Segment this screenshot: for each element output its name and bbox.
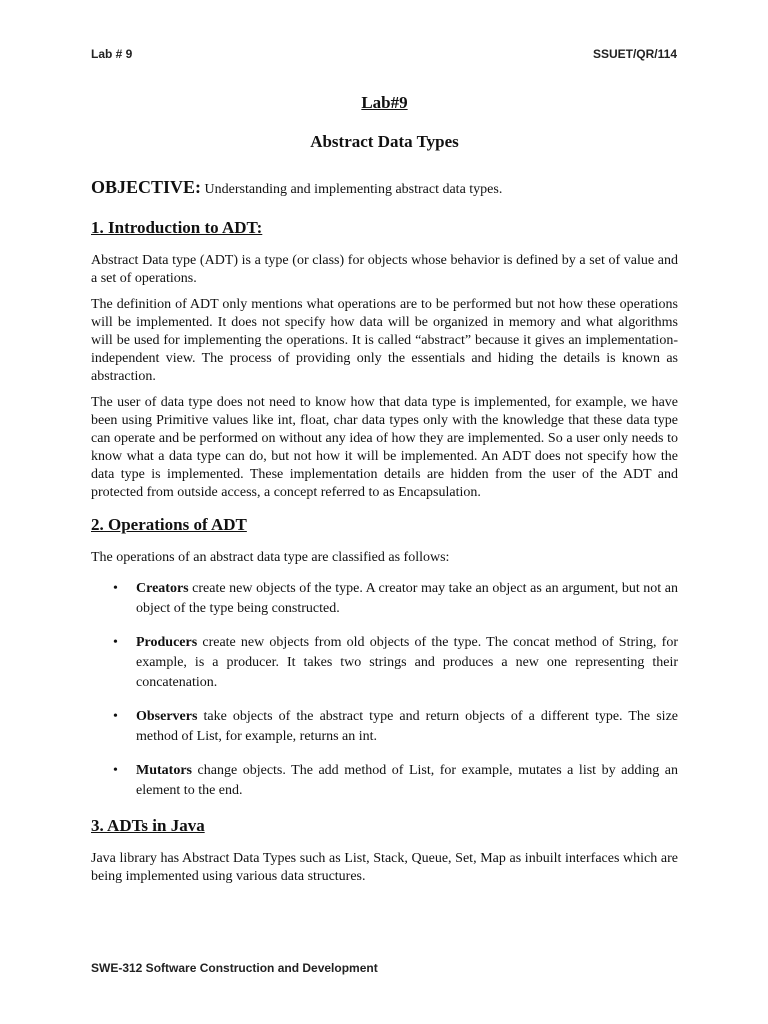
lab-title: Lab#9 <box>361 93 408 112</box>
page-title: Abstract Data Types <box>310 132 459 151</box>
list-item-text: create new objects of the type. A creator may take an object as an argument, but not an object of the type being constructed. <box>136 581 678 616</box>
list-item-observers <box>91 707 678 747</box>
objective-text: Understanding and implementing abstract data types. <box>201 182 503 197</box>
list-item-term: Creators <box>136 581 189 596</box>
list-item-term: Observers <box>136 709 198 724</box>
bullet-icon: • <box>113 635 118 650</box>
objective <box>91 177 678 200</box>
operations-intro: The operations of an abstract data type are classified as follows: <box>91 550 450 565</box>
list-item-term: Mutators <box>136 763 192 778</box>
list-item-creators <box>91 579 678 619</box>
footer-course: SWE-312 Software Construction and Development <box>91 961 378 975</box>
header-lab-number: Lab # 9 <box>91 47 133 61</box>
list-item-text: change objects. The add method of List, for example, mutates a list by adding an element to the end. <box>136 763 678 798</box>
intro-paragraph-3: The user of data type does not need to know how that data type is implemented, for example, we have been using Primitive values like int, float, char data types only with the knowledge that these data type can operate and be performed on without any idea of how they are implemented. So a user only needs to know what a data type can do, but not how it will be implemented. An ADT does not specify how the data type is implemented. These implementation details are hidden from the user of the ADT and protected from outside access, a concept referred to as Encapsulation. <box>91 395 678 500</box>
operations-list <box>91 579 678 801</box>
java-paragraph-1: Java library has Abstract Data Types such as List, Stack, Queue, Set, Map as inbuilt interfaces which are being implemented using various data structures. <box>91 851 678 884</box>
list-item-text: create new objects from old objects of the type. The concat method of String, for example, is a producer. It takes two strings and produces a new one representing their concatenation. <box>136 635 678 690</box>
section-heading-intro: 1. Introduction to ADT: <box>91 218 263 237</box>
bullet-icon: • <box>113 581 118 596</box>
list-item-term: Producers <box>136 635 198 650</box>
bullet-icon: • <box>113 709 118 724</box>
section-heading-operations: 2. Operations of ADT <box>91 515 247 534</box>
header-doc-code: SSUET/QR/114 <box>592 47 677 61</box>
bullet-icon: • <box>113 763 118 778</box>
intro-paragraph-1: Abstract Data type (ADT) is a type (or class) for objects whose behavior is defined by a set of value and a set of operations. <box>91 253 678 286</box>
document-body <box>91 92 678 894</box>
list-item-mutators <box>91 761 678 801</box>
intro-paragraph-2: The definition of ADT only mentions what operations are to be performed but not how these operations will be implemented. It does not specify how data will be organized in memory and what algorithms will be used for implementing the operations. It is called “abstract” because it gives an implementation-independent view. The process of providing only the essentials and hiding the details is known as abstraction. <box>91 297 678 384</box>
list-item-text: take objects of the abstract type and return objects of a different type. The size method of List, for example, returns an int. <box>136 709 678 744</box>
objective-label: OBJECTIVE: <box>91 177 202 197</box>
section-heading-java: 3. ADTs in Java <box>91 816 205 835</box>
list-item-producers <box>91 633 678 693</box>
